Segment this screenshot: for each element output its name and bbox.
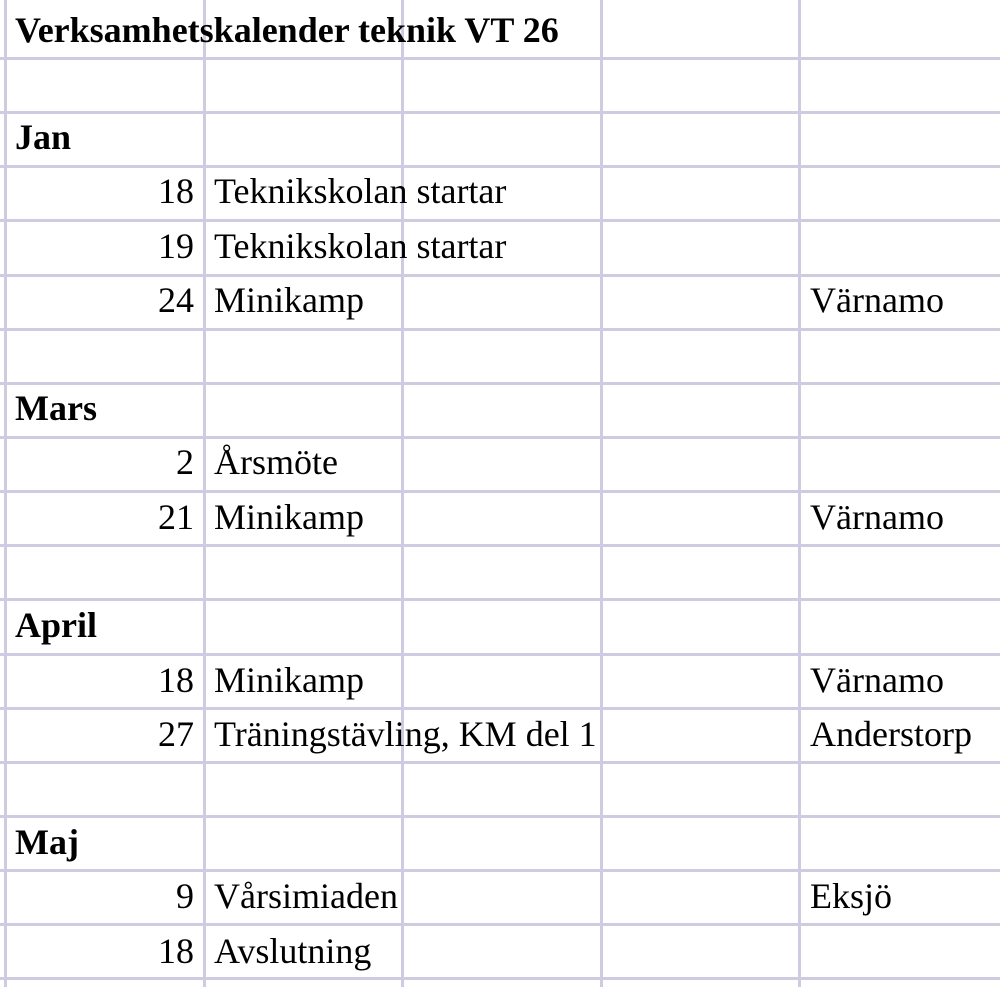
event-place[interactable]: Värnamo bbox=[810, 497, 944, 537]
event-name[interactable]: Minikamp bbox=[214, 497, 364, 537]
row-divider bbox=[0, 328, 1000, 331]
event-row bbox=[0, 707, 1000, 762]
event-day[interactable]: 18 bbox=[158, 931, 194, 971]
month-label[interactable]: Maj bbox=[15, 822, 79, 862]
event-day[interactable]: 18 bbox=[158, 660, 194, 700]
event-day[interactable]: 19 bbox=[158, 226, 194, 266]
month-label[interactable]: Mars bbox=[15, 388, 97, 428]
event-row bbox=[0, 653, 1000, 708]
event-day[interactable]: 2 bbox=[176, 442, 194, 482]
event-name[interactable]: Teknikskolan startar bbox=[214, 226, 507, 266]
event-place[interactable]: Eksjö bbox=[810, 876, 893, 916]
event-row bbox=[0, 273, 1000, 328]
event-place[interactable]: Värnamo bbox=[810, 660, 944, 700]
month-label[interactable]: April bbox=[15, 605, 98, 645]
calendar-title[interactable]: Verksamhetskalender teknik VT 26 bbox=[15, 10, 559, 50]
event-day[interactable]: 27 bbox=[158, 714, 194, 754]
event-day[interactable]: 9 bbox=[176, 876, 194, 916]
event-row bbox=[0, 219, 1000, 274]
event-row bbox=[0, 435, 1000, 490]
event-day[interactable]: 21 bbox=[158, 497, 194, 537]
month-row-jan bbox=[0, 110, 1000, 165]
event-name[interactable]: Vårsimiaden bbox=[214, 876, 398, 916]
event-name[interactable]: Årsmöte bbox=[214, 442, 338, 482]
event-name[interactable]: Minikamp bbox=[214, 660, 364, 700]
month-row-april bbox=[0, 598, 1000, 653]
event-row bbox=[0, 869, 1000, 924]
event-name[interactable]: Träningstävling, KM del 1 bbox=[214, 714, 597, 754]
event-name[interactable]: Avslutning bbox=[214, 931, 372, 971]
event-name[interactable]: Teknikskolan startar bbox=[214, 171, 507, 211]
event-row bbox=[0, 164, 1000, 219]
month-row-maj bbox=[0, 815, 1000, 870]
event-day[interactable]: 18 bbox=[158, 171, 194, 211]
title-row bbox=[0, 3, 1000, 58]
event-day[interactable]: 24 bbox=[158, 280, 194, 320]
event-place[interactable]: Anderstorp bbox=[810, 714, 972, 754]
month-row-mars bbox=[0, 381, 1000, 436]
event-row bbox=[0, 924, 1000, 979]
event-row bbox=[0, 490, 1000, 545]
event-place[interactable]: Värnamo bbox=[810, 280, 944, 320]
month-label[interactable]: Jan bbox=[15, 117, 72, 157]
event-name[interactable]: Minikamp bbox=[214, 280, 364, 320]
